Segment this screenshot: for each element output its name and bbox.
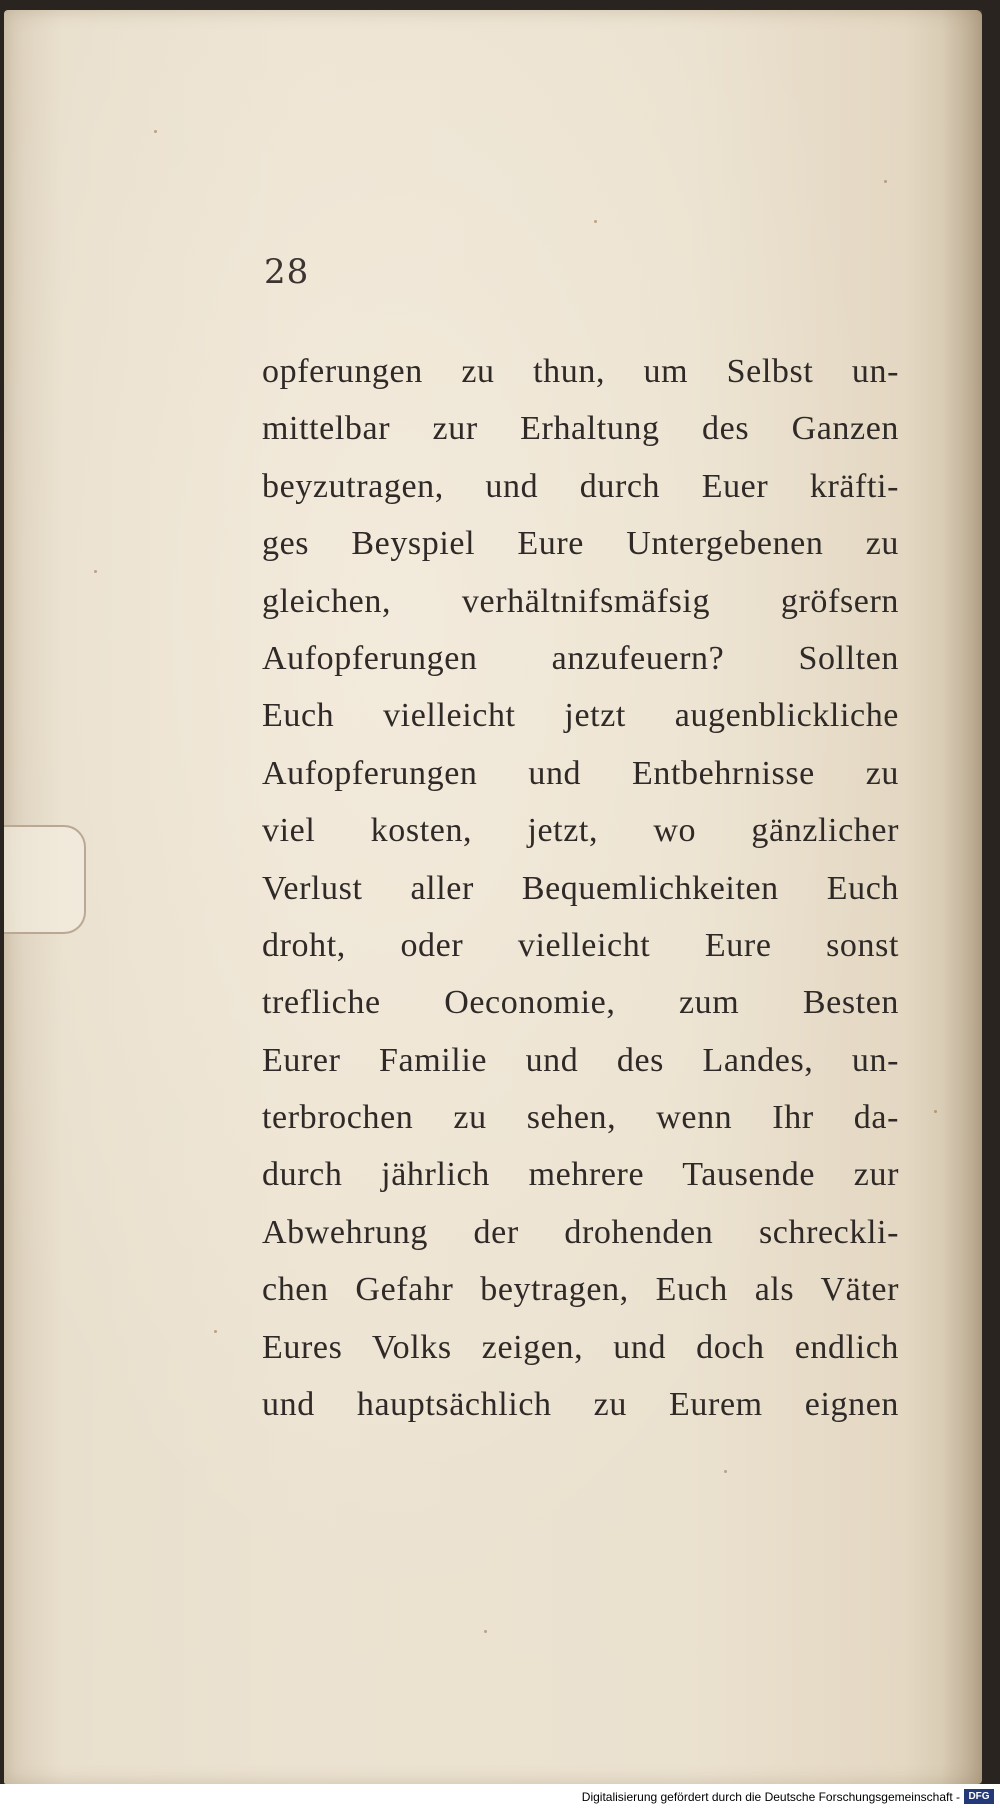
text-line: viel kosten, jetzt, wo gänzlicher (262, 812, 899, 850)
text-line: gleichen, verhältnifsmäfsig gröfsern (262, 582, 899, 620)
book-page (4, 10, 982, 1784)
paper-speck (724, 1470, 727, 1473)
paper-speck (154, 130, 157, 133)
text-line: mittelbar zur Erhaltung des Ganzen (262, 410, 899, 448)
text-line: Verlust aller Bequemlichkeiten Euch (262, 869, 899, 907)
paper-speck (884, 180, 887, 183)
text-line: opferungen zu thun, um Selbst un- (262, 353, 899, 390)
text-line: trefliche Oeconomie, zum Besten (262, 984, 899, 1022)
text-line: Aufopferungen und Entbehrnisse zu (262, 754, 899, 792)
paper-speck (484, 1630, 487, 1633)
page-tab-bookmark (4, 825, 86, 934)
text-line: chen Gefahr beytragen, Euch als Väter (262, 1271, 899, 1309)
text-line: Eures Volks zeigen, und doch endlich (262, 1328, 899, 1366)
text-line: Abwehrung der drohenden schreckli- (262, 1213, 899, 1251)
paper-speck (214, 1330, 217, 1333)
text-line: terbrochen zu sehen, wenn Ihr da- (262, 1099, 899, 1137)
funding-credit: Digitalisierung gefördert durch die Deutsche Forschungsgemeinschaft - (581, 1790, 960, 1804)
text-line: ges Beyspiel Eure Untergebenen zu (262, 525, 899, 563)
paper-speck (934, 1110, 937, 1113)
text-line: Aufopferungen anzufeuern? Sollten (262, 639, 899, 677)
page-number: 28 (264, 252, 310, 292)
paper-speck (94, 570, 97, 573)
text-line: beyzutragen, und durch Euer kräfti- (262, 467, 899, 505)
text-line: Eurer Familie und des Landes, un- (262, 1041, 899, 1079)
body-text (262, 343, 899, 1433)
dfg-logo: DFG (964, 1789, 994, 1804)
footer-bar (0, 1784, 1000, 1810)
text-line: Euch vielleicht jetzt augenblickliche (262, 697, 899, 735)
paper-speck (594, 220, 597, 223)
text-line: und hauptsächlich zu Eurem eignen (262, 1386, 899, 1424)
text-line: droht, oder vielleicht Eure sonst (262, 926, 899, 964)
text-line: durch jährlich mehrere Tausende zur (262, 1156, 899, 1194)
